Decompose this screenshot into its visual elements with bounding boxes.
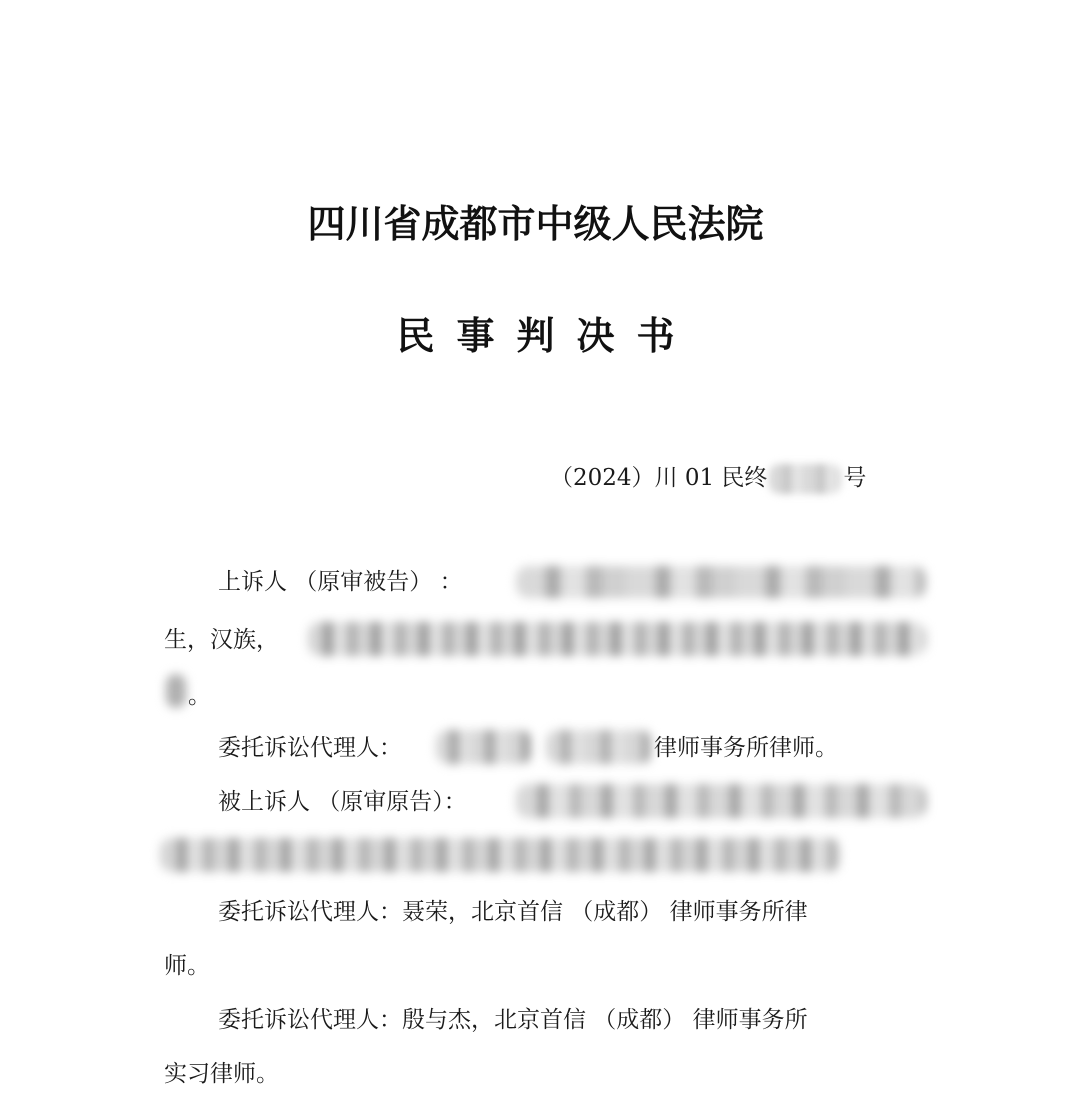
redacted-appellant-agent-name: [436, 730, 532, 764]
appellant-label: 上诉人 （原审被告） ：: [218, 569, 463, 595]
appellee-agent2-line1: 委托诉讼代理人：殷与杰，北京首信 （成都） 律师事务所: [218, 1007, 808, 1033]
redacted-appellant-agent-firm: [546, 730, 652, 764]
case-number-suffix: 号: [843, 465, 867, 491]
appellee-agent2-line2: 实习律师。: [164, 1061, 279, 1087]
court-name: 四川省成都市中级人民法院: [307, 202, 764, 246]
appellee-agent1-line2: 师。: [164, 953, 210, 979]
document-type-title: 民事判决书: [396, 314, 697, 358]
redacted-case-number: [769, 464, 841, 494]
case-number-prefix: （2024）川 01 民终: [550, 465, 768, 491]
case-number: [550, 458, 866, 498]
appellant-agent-suffix: 律师事务所律师。: [654, 735, 838, 761]
redacted-appellant-details: [516, 566, 926, 598]
redacted-appellant-address-end: [166, 674, 186, 708]
appellant-line2: 生，汉族，: [164, 627, 279, 653]
redacted-appellant-address: [308, 622, 926, 656]
redacted-appellee-details: [516, 784, 926, 818]
appellant-line3-end: 。: [188, 683, 211, 709]
redacted-appellee-address: [160, 838, 840, 872]
appellant-agent-label: 委托诉讼代理人：: [218, 735, 402, 761]
appellee-label: 被上诉人 （原审原告）：: [218, 789, 467, 815]
appellee-agent1-line1: 委托诉讼代理人：聂荣，北京首信 （成都） 律师事务所律: [218, 899, 808, 925]
